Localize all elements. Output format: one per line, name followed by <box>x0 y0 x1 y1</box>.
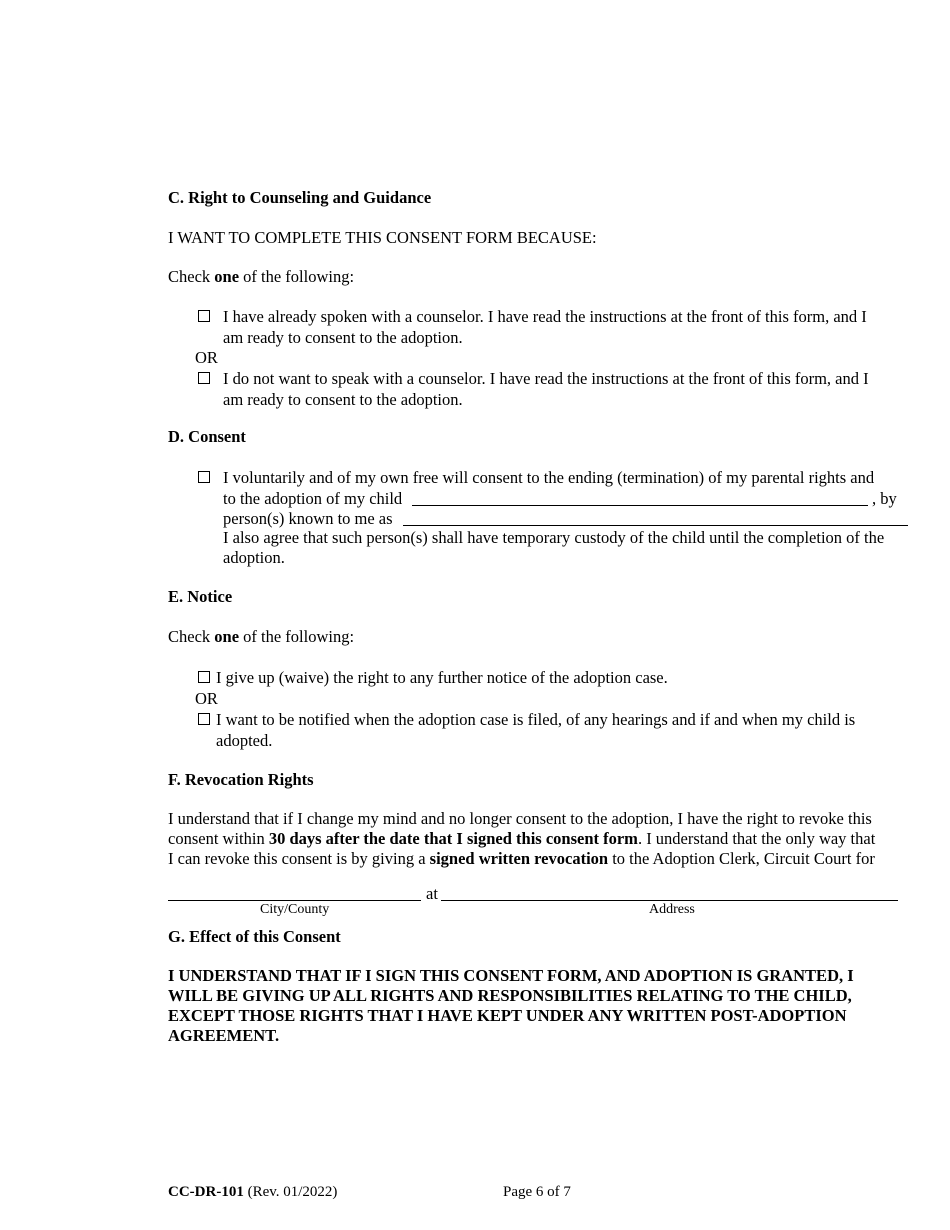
consent-line2-label: to the adoption of my child <box>223 489 403 508</box>
option-spoken-line1: I have already spoken with a counselor. I have read the instructions at the front of this form, and I <box>223 307 867 326</box>
revocation-line2: consent within 30 days after the date that I signed this consent form. I understand that the only way that <box>168 829 876 848</box>
consent-line3-label: person(s) known to me as <box>223 509 393 528</box>
form-id: CC-DR-101 (Rev. 01/2022) <box>168 1184 338 1200</box>
city-county-label: City/County <box>260 902 330 917</box>
consent-line1: I voluntarily and of my own free will consent to the ending (termination) of my parental rights and <box>223 468 875 487</box>
at-label: at <box>426 884 438 903</box>
city-county-field[interactable] <box>168 900 421 901</box>
or-label: OR <box>195 348 218 367</box>
notify-line1: I want to be notified when the adoption case is filed, of any hearings and if and when my child is <box>216 710 856 729</box>
option-declined-line1: I do not want to speak with a counselor. I have read the instructions at the front of this form, and I <box>223 369 869 388</box>
section-c-check-instruction: Check one of the following: <box>168 267 355 286</box>
or-label: OR <box>195 689 218 708</box>
adoptive-persons-field[interactable] <box>403 525 908 526</box>
counselor-declined-checkbox[interactable] <box>198 372 210 384</box>
child-name-field[interactable] <box>412 505 868 506</box>
section-f-heading: F. Revocation Rights <box>168 770 314 789</box>
notify-checkbox[interactable] <box>198 713 210 725</box>
section-g-heading: G. Effect of this Consent <box>168 927 341 946</box>
revocation-line3: I can revoke this consent is by giving a signed written revocation to the Adoption Clerk, Circuit Court for <box>168 849 875 868</box>
revocation-line1: I understand that if I change my mind and no longer consent to the adoption, I have the right to revoke this <box>168 809 872 828</box>
page-number: Page 6 of 7 <box>503 1184 571 1200</box>
consent-line4: I also agree that such person(s) shall have temporary custody of the child until the completion of the <box>223 528 885 547</box>
consent-checkbox[interactable] <box>198 471 210 483</box>
waive-notice-label: I give up (waive) the right to any further notice of the adoption case. <box>216 668 668 687</box>
notify-line2: adopted. <box>216 731 273 750</box>
waive-notice-checkbox[interactable] <box>198 671 210 683</box>
effect-line1: I UNDERSTAND THAT IF I SIGN THIS CONSENT FORM, AND ADOPTION IS GRANTED, I <box>168 966 854 985</box>
section-d-heading: D. Consent <box>168 427 246 446</box>
consent-line5: adoption. <box>223 548 285 567</box>
counselor-spoken-checkbox[interactable] <box>198 310 210 322</box>
section-e-check-instruction: Check one of the following: <box>168 627 355 646</box>
option-declined-line2: am ready to consent to the adoption. <box>223 390 463 409</box>
effect-line4: AGREEMENT. <box>168 1026 280 1045</box>
option-spoken-line2: am ready to consent to the adoption. <box>223 328 463 347</box>
address-field[interactable] <box>441 900 898 901</box>
section-e-heading: E. Notice <box>168 587 233 606</box>
consent-line2-suffix: , by <box>872 489 897 508</box>
effect-line2: WILL BE GIVING UP ALL RIGHTS AND RESPONSIBILITIES RELATING TO THE CHILD, <box>168 986 852 1005</box>
address-label: Address <box>649 902 695 917</box>
section-c-intro: I WANT TO COMPLETE THIS CONSENT FORM BECAUSE: <box>168 228 597 247</box>
effect-line3: EXCEPT THOSE RIGHTS THAT I HAVE KEPT UNDER ANY WRITTEN POST-ADOPTION <box>168 1006 847 1025</box>
section-c-heading: C. Right to Counseling and Guidance <box>168 188 432 207</box>
